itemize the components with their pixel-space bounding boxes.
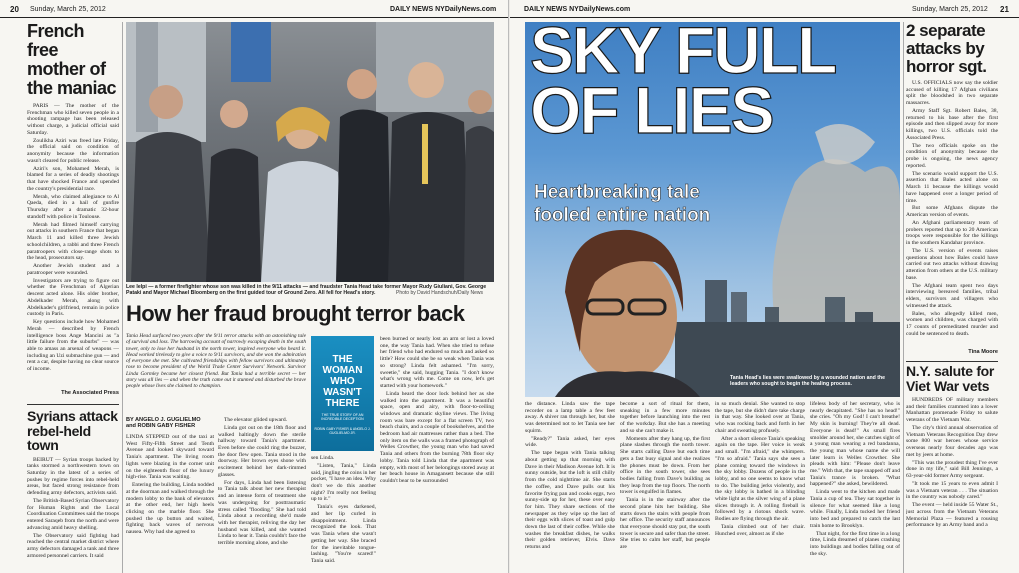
photo-credit: Photo by David Handschuh/Daily News: [396, 290, 483, 296]
paragraph: The two officials spoke on the condition of anonymity because the probe is ongoing, the news agency reported.: [906, 142, 998, 169]
book-title-line: WOMAN: [322, 365, 363, 376]
paragraph: Army Staff Sgt. Robert Bales, 38, returned to his base after the first episode and then slipped away for more killings, two U.S. officials told the Associated Press.: [906, 108, 998, 141]
paragraph: BEIRUT — Syrian troops backed by tanks stormed a northwestern town on Saturday in the latest of a series of pushes by regime forces into rebel-held areas, but faced strong resistance from defending army defectors, activists said.: [27, 456, 119, 497]
paragraph: After a short silence Tania's speaking again on the tape. Her voice is weak and small. "I'm afraid," she whimpers. "I'm so afraid." Tania says she sees a plane coming toward the windows in the sky lobby. Dozens of people in the lobby, and no one seems to know what to do. The building jerks violently, and the sky lobby is bathed in a blinding white light as the silver wing of a plane slices through it. A rolling fireball is followed by a riotous shock wave. Bodies are flying through the air.: [715, 435, 805, 523]
fraud-col-3: [311, 455, 376, 573]
paragraph: the distance. Linda saw the tape recorder on a lamp table a few feet away. A shiver ran through her, but she was determined not to let Tania see her squirm.: [525, 401, 615, 434]
article-body: [27, 103, 119, 373]
fraud-col-1: [126, 417, 214, 573]
paragraph: U.S. OFFICIALS now say the soldier accused of killing 17 Afghan civilians split the bloodshed in two separate massacres.: [906, 80, 998, 107]
book-title-line: WHO: [330, 376, 355, 387]
paragraph: PARIS — The mother of the Frenchman who killed seven people in a shooting rampage has been released without charge, a judicial official said Saturday.: [27, 103, 119, 136]
paragraph: The scenario would support the U.S. assertion that Bales acted alone on March 11 because the killings would have happened over a longer period of time.: [906, 170, 998, 204]
paragraph: The city's third annual observation of Vietnam Veterans Recognition Day drew some 800 war heroes whose service overseas nearly four decades ago was met by jeers at home.: [906, 425, 998, 458]
fraud-deck: Tania Head surfaced two years after the 9/11 terror attacks with an astonishing tale of survival and loss. The harrowing account of narrowly escaping death in the south tower, only to lose her husband in the north tower, inspired everyone who heard it. Head worked tirelessly to give a voice to 9/11 survivors, and she won the admiration of everyone she met. She cultivated friendships with fellow survivors and ultimately rose to become president of the World Trade Center Survivors' Network. Survivor Linda Gormley became her closest friend. But Tania had a terrible secret — her story was all lies — and when the truth came out it stunned and disturbed the brave people whose lives she claimed to champion.: [126, 333, 306, 390]
syria-story: [27, 409, 119, 573]
divider: [903, 22, 904, 573]
paragraph: Investigators are trying to figure out whether the Frenchman of Algerian descent acted alone. His older brother, Abdelkader Merah, along with Abdelkader's girlfriend, remain in police custody in Paris.: [27, 277, 119, 318]
paragraph: Tania climbed out of her chair. Hunched over, almost as if she: [715, 524, 805, 537]
ground-zero-photo: [126, 22, 494, 282]
article-body: [27, 457, 119, 560]
headline: Syrians attack rebel-held town: [27, 409, 118, 453]
byline: and ROBIN GABY FISHER: [126, 423, 196, 429]
photo-illustration: [126, 22, 494, 282]
paragraph: The event — held inside 55 Water St., just across from the Vietnam Veterans Memorial Plaza — featured a rousing performance by an Army band and a: [906, 502, 998, 529]
paragraph: lifeless body of her secretary, who is nearly decapitated. "She has no head!" she cries. "Oh my God! I can't breathe! My skin is burning! They're all dead. Everyone is dead!" As small fires smolder around her, she catches sight of a young man wearing a red bandanna, the young man whose name she will later learn is Welles Crowther. She pleads with him: "Please don't leave me." With that, the tape snapped off and Tania's trance is broken. "What happened?" she asked, bewildered.: [810, 401, 900, 488]
paragraph: The Observatory said fighting had reached the central market district where army defectors damaged a tank and three armored personnel carriers. It said: [27, 532, 119, 559]
book-title-line: THE: [332, 354, 353, 365]
book-tagline: THE TRUE STORY OF AN INCREDIBLE DECEPTION: [321, 413, 364, 421]
paragraph: in so much denial. She wanted to stop the tape, but she didn't dare take charge in that way. She looked over at Tania, who was rocking back and forth in her chair and sweating profusely.: [715, 401, 805, 434]
fraud-headline: How her fraud brought terror back: [126, 301, 465, 326]
left-page: [0, 0, 509, 573]
paragraph: been burned or nearly lost an arm or lost a loved one, the way Tania had. When she tried to refuse her friend who had endured so much and asked so little? How could she be so weak when Tania was so strong? Linda felt ashamed. "I'm sorry, sweetie," she said, hugging Tania. "I don't know what's wrong with me. Come on now, let's get started with your homework.": [380, 336, 494, 389]
paragraph: become a sort of ritual for them, sneaking in a few more minutes together before launching into the rest of the workday. But she has a meeting and so she can't make it.: [620, 401, 710, 434]
book-title-line: THERE: [325, 398, 360, 409]
paragraph: The Afghani team spent two days interviewing bereaved families, tribal elders, survivors and villagers who witnessed the attack.: [906, 282, 998, 309]
fraud-col-4: [380, 336, 494, 573]
article-body: [126, 434, 214, 536]
left-folio: [0, 4, 508, 18]
masthead: DAILY NEWS NYDailyNews.com: [524, 6, 631, 13]
subhead-line: fooled entire nation: [534, 205, 711, 226]
paragraph: sen Linda.: [311, 455, 335, 461]
byline: The Associated Press: [61, 390, 119, 396]
page-number: 21: [1000, 5, 1009, 14]
paragraph: But some Afghans dispute the American version of events.: [906, 205, 998, 219]
paragraph: Moments after they hang up, the first plane slashes through the north tower. She starts calling Dave but each time gets a fast busy signal and she realizes the phones must be down. From her office in the south tower, she sees bodies falling from Dave's building as they leap from the top floors. The north tower is engulfed in flames.: [620, 435, 710, 496]
folio-date: Sunday, March 25, 2012: [912, 6, 988, 13]
paragraph: Linda went to the kitchen and made Tania a cup of tea. They sat together in silence for what seemed like a long while. Finally, Linda tucked her friend into bed and prepared to catch the last train home to Brooklyn.: [810, 489, 900, 529]
paragraph: "This was the proudest thing I've ever done in my life," said Bill Jennings, a 63-year-old former Army sergeant.: [906, 459, 998, 480]
subhead-line: Heartbreaking tale: [534, 182, 700, 203]
paragraph: "Listen, Tania," Linda said, jingling the coins in her pocket, "I have an idea. Why don't we do this another night? I'm really not feeling up to it.": [311, 462, 376, 503]
paragraph: "It took me 15 years to even admit I was a Vietnam veteran . . . The situation in the country was nobody cared.": [906, 481, 998, 501]
book-cover: [311, 336, 374, 451]
paragraph: Entering the building, Linda nodded at the doorman and walked through the modern lobby to the bank of elevators at the other end, her high heels clicking on the marble floor. She pushed the up button and waited, fighting back waves of nervous nausea. Why had she agreed to: [126, 482, 214, 536]
book-authors: ROBIN GABY FISHER & ANGELO J. GUGLIELMO JR.: [314, 427, 371, 435]
paragraph: The British-Based Syrian Observatory for Human Rights and the Local Coordination Committees said the troops entered Saraqeb from the north and were advancing amid heavy shelling.: [27, 497, 119, 531]
headline: N.Y. salute for Viet War vets: [906, 364, 995, 394]
paragraph: Merah had filmed himself carrying out attacks in southern France that began March 11 and killed three Jewish schoolchildren, a rabbi and three French paratroopers with close-range shots to the head, prosecutors say.: [27, 221, 119, 262]
folio-date: Sunday, March 25, 2012: [30, 6, 106, 13]
sky-col-2: [620, 401, 710, 573]
article-body: [906, 80, 998, 338]
paragraph: For days, Linda had been listening to Tania talk about her new therapist and an intense form of treatment she was undergoing for posttraumatic stress called "flooding." She had told Linda about a recording she'd made with her therapist, reliving the day her husband was killed, and she wanted Linda to hear it. Tania couldn't face the terrible morning alone, and she: [218, 479, 306, 547]
sky-headline: [530, 13, 905, 147]
paragraph: The U.S. version of events raises questions about how Bales could have carried out two attacks without drawing attention from others at the U.S. military base.: [906, 248, 998, 281]
article-body: [906, 397, 998, 529]
sky-col-1: [525, 401, 615, 573]
paragraph: Tania's eyes darkened, and her lip curled in disappointment. Linda recognized the look. That was Tania when she wasn't getting her way. She braced for the inevitable tongue-lashing. "You're scared!" Tania said.: [311, 504, 376, 564]
masthead: DAILY NEWS NYDailyNews.com: [390, 6, 497, 13]
right-page: [510, 0, 1019, 573]
paragraph: "Ready?" Tania asked, her eyes wide.: [525, 435, 615, 449]
divider: [27, 404, 119, 405]
vets-story: [906, 364, 998, 573]
paragraph: Merah, who claimed allegiance to Al Qaeda, died in a hail of gunfire Thursday after a dramatic 32-hour standoff with police in Toulouse.: [27, 193, 119, 220]
headline: 2 separate attacks by horror sgt.: [906, 22, 987, 76]
paragraph: Aziri's son, Mohamed Merah, is blamed for a series of deadly shootings that have shocked France and upended the country's presidential race.: [27, 165, 119, 192]
sky-col-4: [810, 401, 900, 573]
paragraph: Tania is in the stairway after the second plane hits her building. She starts down the stairs with people from her office. The security staff announces that everyone should stay put, the south tower is secure and safer than the street. She tries to calm her staff, but people are: [620, 497, 710, 551]
sgt-story: [906, 22, 998, 359]
paragraph: Linda got out on the 18th floor and walked haltingly down the sterile hallway toward Tania's apartment. Even before she could ring the buzzer, the door flew open. Tania stood in the doorway. Her brown eyes shone with excitement behind her dark-rimmed glasses.: [218, 424, 306, 478]
headline-line: SKY FULL: [530, 13, 836, 87]
paragraph: The tape began with Tania talking about getting up that morning with Dave in their Madison Avenue loft. It is sunny outside, but the loft is still chilly from the cold nighttime air. She starts the coffee, and Dave pulls out his favorite frying pan and cooks eggs, two sunny-side up for her, these over easy for him. They share sections of the newspaper as they wipe up the last of their eggs with slices of toast and gulp down the last of their coffee. While she washes the breakfast dishes, he walks their golden retriever, Elvis. Dave returns and: [525, 450, 615, 551]
french-story: [27, 22, 119, 400]
paragraph: LINDA STEPPED out of the taxi at West Fifty-Fifth Street and Tenth Avenue and looked skyward toward Tania's apartment. The living room lights were blazing in the corner unit on the eighteenth floor of the luxury high-rise. Tania was waiting.: [126, 434, 214, 481]
paragraph: Bales, who allegedly killed men, women and children, was charged with 17 counts of premeditated murder and could be sentenced to death.: [906, 310, 998, 337]
book-title-line: WASN'T: [323, 387, 362, 398]
fraud-col-2: [218, 417, 306, 573]
paragraph: That night, for the first time in a long time, Linda dreamed of planes crashing into buildings and bodies falling out of the sky.: [810, 530, 900, 557]
byline: Tina Moore: [968, 349, 998, 355]
paragraph: Key questions include how Mohamed Merah — described by French intelligence boss Ange Mancini as "a little failure from the suburbs" — was able to amass an arsenal of weapons — including an Uzi submachine gun — and rent a car, despite having no clear source of income.: [27, 319, 119, 373]
sky-subhead: [534, 181, 710, 227]
paragraph: The elevator glided upward.: [224, 417, 288, 423]
headline-line: OF LIES: [530, 73, 773, 147]
page-number: 20: [10, 5, 19, 14]
paragraph: Another Jewish student and a paratrooper were wounded.: [27, 263, 119, 276]
paragraph: Linda heard the door lock behind her as she walked into the apartment. It was a beautiful space, open and airy, with floor-to-ceiling windows and dramatic skyline views. The living room was bare except for a flat screen TV, two beach chairs, and a couple of bookshelves, and the bedroom had air mattresses rather than a bed. The only item on the walls was a framed photograph of Welles Crowther, the young man who had saved Tania and others from the burning 78th floor sky lobby. Tania told Linda that the apartment was empty, with most of her belongings stored away at her beach house in Amagansett because she still couldn't bear to be surrounded: [380, 390, 494, 484]
headline: French free mother of the maniac: [27, 22, 117, 98]
divider: [906, 361, 998, 362]
paragraph: HUNDREDS OF military members and their families crammed into a lower Manhattan promenade Friday to salute veterans of the Vietnam War.: [906, 397, 998, 424]
paragraph: An Afghani parliamentary team of probers reported that up to 20 American troops were responsible for the killings in the southern Kandahar province.: [906, 220, 998, 247]
sky-caption: Tania Head's lies were swallowed by a wounded nation and the leaders who sought to begin the healing process.: [730, 375, 886, 387]
photo-caption: Lee Ielpi — a former firefighter whose son was killed in the 9/11 attacks — and fraudster Tania Head take former Mayor Rudy Giuliani, Gov. George Pataki and Mayor Michael Bloomberg on the first guided tour of Ground Zero. All fell for Head's story.: [126, 284, 487, 296]
sky-col-3: [715, 401, 805, 573]
byline: BY ANGELO J. GUGLIELMO: [126, 417, 201, 423]
paragraph: Zoulikha Aziri was freed late Friday, the official said on condition of anonymity because the information wasn't cleared for public release.: [27, 137, 119, 164]
divider: [122, 22, 123, 573]
